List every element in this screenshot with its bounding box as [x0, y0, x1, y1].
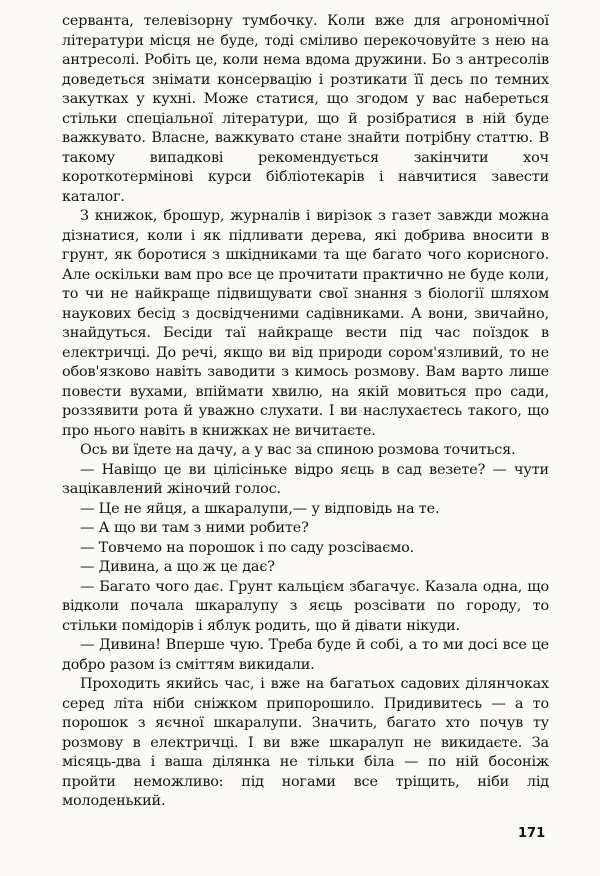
dialogue-line: — Дивина, а що ж це дає?	[80, 559, 275, 575]
paragraph-continued: серванта, телевізорну тумбочку. Коли вже для агрономічної літератури місця не буде, тоді сміливо перекочовуйте з нею на антресолі. Робіть це, коли нема вдома дружини. Бо з антресолів доведеться знімати консервацію і розтикати її десь по темних закутках у кухні. Може статися, що згодом у вас набереться стільки спеціальної літератури, що й розібратися в ній буде важкувато. Власне, важкувато стане знайти потрібну статтю. В такому випадкові рекомендується закінчити хоч короткотермінові курси бібліотекарів і навчитися завести каталог.	[62, 13, 549, 205]
page-number: 171	[518, 826, 546, 841]
dialogue-line: — Навіщо це ви цілісіньке відро яєць в сад везете? — чути зацікавлений жіночий голос.	[62, 461, 549, 497]
dialogue-line: — Багато чого дає. Грунт кальцієм збагачує. Казала одна, що відколи почала шкаралупу з яєць розсівати по городу, то стільки помідорів і яблук родить, що й дівати нікуди.	[62, 578, 549, 634]
paragraph: Ось ви їдете на дачу, а у вас за спиною розмова точиться.	[80, 442, 516, 458]
body-text	[62, 12, 549, 812]
dialogue-line: — Це не яйця, а шкаралупи,— у відповідь на те.	[80, 500, 440, 517]
paragraph: З книжок, брошур, журналів і вирізок з газет завжди можна дізнатися, коли і як підливати дерева, які добрива вносити в грунт, як боротися з шкідниками та ще багато чого корисного. Але оскільки вам про все це прочитати практично не буде коли, то чи не найкраще підвищувати свої знання з біології шляхом наукових бесід з досвідченими садівниками. А вони, звичайно, знайдуться. Бесіди таї найкраще вести під час поїздок в електричці. До речі, якщо ви від природи сором'язливий, то не обов'язково навіть заводити з кимось розмову. Вам варто лише повести вухами, впіймати хвилю, на якій мовиться про сади, роззявити рота й уважно слухати. І ви наслухаєтесь такого, що про нього навіть в книжках не вичитаєте.	[62, 208, 549, 439]
paragraph: Проходить якийсь час, і вже на багатьох садових ділянчоках серед літа ніби сніжком припорошило. Придивитесь — а то порошок з яєчної шкаралупи. Значить, багато хто почув ту розмову в електричці. І ви вже шкаралуп не викидаєте. За місяць-два і ваша ділянка не тільки біла — по ній босоніж пройти неможливо: під ногами все тріщить, ніби лід молоденький.	[62, 676, 549, 809]
dialogue-line: — Товчемо на порошок і по саду розсіваємо.	[80, 539, 415, 556]
dialogue-line: — А що ви там з ними робите?	[80, 520, 309, 536]
dialogue-line: — Дивина! Вперше чую. Треба буде й собі, а то ми досі все це добро разом із сміттям викидали.	[62, 637, 549, 673]
